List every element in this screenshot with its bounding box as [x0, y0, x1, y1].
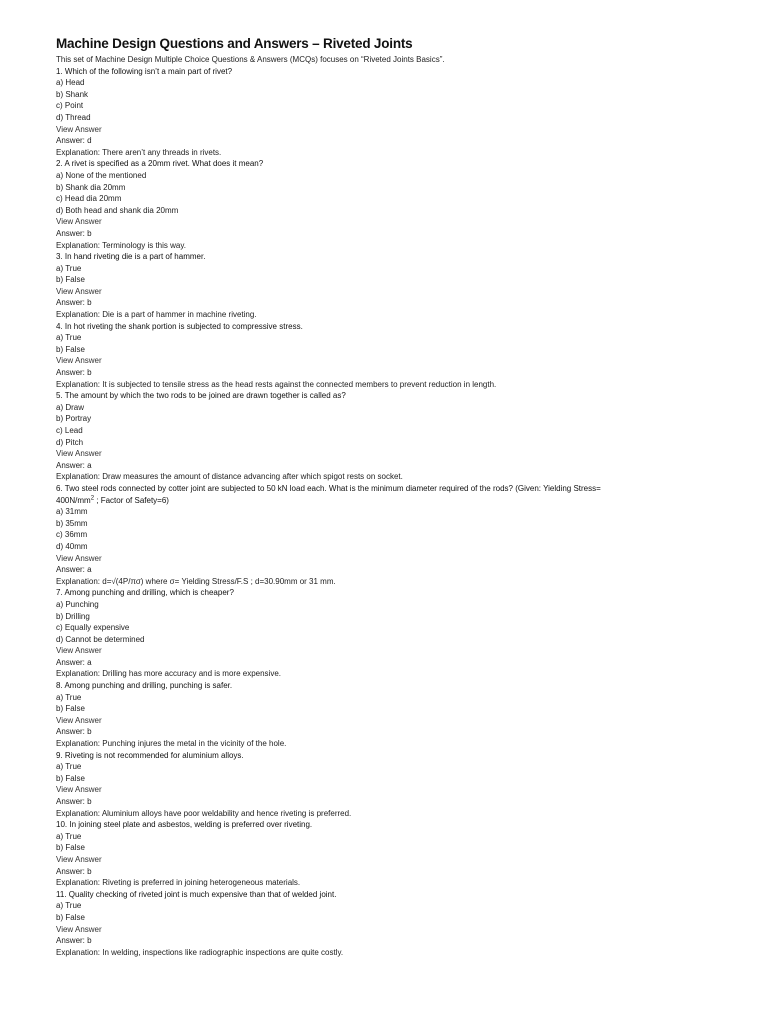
- question-text-line-1: 6. Two steel rods connected by cotter joint are subjected to 50 kN load each. What is the minimum diameter required of the rods? (Given: Yielding Stress=: [56, 483, 601, 493]
- option: d) 40mm: [56, 541, 88, 551]
- question-block-3: [56, 251, 716, 321]
- question-text: 7. Among punching and drilling, which is cheaper?: [56, 588, 234, 598]
- question-text-line-2: [56, 495, 716, 507]
- question-block-7: [56, 587, 716, 680]
- question-block-1: [56, 66, 716, 159]
- answer-text: Answer: d: [56, 136, 92, 146]
- question-text: 3. In hand riveting die is a part of hammer.: [56, 252, 206, 262]
- option: b) Portray: [56, 414, 92, 424]
- answer-text: Answer: a: [56, 657, 92, 667]
- option: b) Shank dia 20mm: [56, 182, 126, 192]
- intro-text: This set of Machine Design Multiple Choice Questions & Answers (MCQs) focuses on “Riveted Joints Basics”.: [56, 55, 445, 64]
- view-answer-link[interactable]: View Answer: [56, 217, 102, 227]
- option: a) Head: [56, 78, 85, 88]
- question-block-10: [56, 819, 716, 889]
- question-text: 4. In hot riveting the shank portion is subjected to compressive stress.: [56, 321, 303, 331]
- explanation-text: Explanation: Drilling has more accuracy and is more expensive.: [56, 669, 281, 679]
- view-answer-link[interactable]: View Answer: [56, 553, 102, 563]
- question-text: 11. Quality checking of riveted joint is much expensive than that of welded joint.: [56, 889, 337, 899]
- answer-text: Answer: b: [56, 866, 92, 876]
- option: a) None of the mentioned: [56, 170, 147, 180]
- option: b) False: [56, 912, 85, 922]
- explanation-text: Explanation: Terminology is this way.: [56, 240, 186, 250]
- option: a) True: [56, 263, 82, 273]
- question-text: 2. A rivet is specified as a 20mm rivet. What does it mean?: [56, 159, 264, 169]
- explanation-text: Explanation: There aren’t any threads in rivets.: [56, 147, 222, 157]
- option: b) False: [56, 773, 85, 783]
- explanation-text: Explanation: In welding, inspections like radiographic inspections are quite costly.: [56, 947, 344, 957]
- question-block-5: [56, 390, 716, 483]
- question-text: 9. Riveting is not recommended for aluminium alloys.: [56, 750, 244, 760]
- answer-text: Answer: b: [56, 797, 92, 806]
- view-answer-link[interactable]: View Answer: [56, 854, 102, 864]
- answer-text: Answer: b: [56, 368, 92, 378]
- option: b) False: [56, 704, 85, 714]
- question-block-8: [56, 680, 716, 750]
- view-answer-link[interactable]: View Answer: [56, 646, 102, 656]
- explanation-text: Explanation: Punching injures the metal in the vicinity of the hole.: [56, 739, 287, 749]
- option: c) Point: [56, 101, 84, 111]
- view-answer-link[interactable]: View Answer: [56, 124, 102, 134]
- view-answer-link[interactable]: View Answer: [56, 356, 102, 366]
- question-text: 8. Among punching and drilling, punching is safer.: [56, 681, 233, 691]
- answer-text: Answer: b: [56, 298, 92, 308]
- question-block-9: [56, 750, 716, 820]
- superscript: 2: [90, 494, 95, 501]
- question-text: 5. The amount by which the two rods to be joined are drawn together is called as?: [56, 391, 346, 401]
- question-block-2: [56, 158, 716, 251]
- question-text: 1. Which of the following isn’t a main part of rivet?: [56, 66, 233, 76]
- page-title: Machine Design Questions and Answers – Riveted Joints: [56, 36, 413, 51]
- view-answer-link[interactable]: View Answer: [56, 785, 102, 795]
- option: b) Shank: [56, 89, 89, 99]
- option: a) True: [56, 901, 82, 911]
- option: c) Lead: [56, 426, 83, 435]
- view-answer-link[interactable]: View Answer: [56, 715, 102, 725]
- question-block-11: [56, 889, 716, 959]
- answer-text: Answer: b: [56, 228, 92, 238]
- explanation-text: Explanation: d=√(4P/πσ) where σ= Yielding Stress/F.S ; d=30.90mm or 31 mm.: [56, 576, 336, 586]
- option: a) True: [56, 333, 82, 343]
- answer-text: Answer: a: [56, 565, 92, 575]
- option: b) 35mm: [56, 518, 88, 528]
- question-text-part: ; Factor of Safety=6): [94, 495, 169, 505]
- explanation-text: Explanation: Riveting is preferred in joining heterogeneous materials.: [56, 878, 301, 888]
- question-block-6: [56, 483, 716, 587]
- option: a) True: [56, 831, 82, 841]
- option: d) Cannot be determined: [56, 634, 145, 644]
- option: a) True: [56, 692, 82, 702]
- option: c) 36mm: [56, 530, 88, 540]
- option: b) Drilling: [56, 611, 90, 621]
- document-page: [56, 36, 716, 958]
- option: c) Equally expensive: [56, 623, 130, 633]
- option: b) False: [56, 344, 85, 354]
- option: d) Both head and shank dia 20mm: [56, 205, 179, 215]
- view-answer-link[interactable]: View Answer: [56, 449, 102, 459]
- explanation-text: Explanation: It is subjected to tensile stress as the head rests against the connected members to prevent reduction in length.: [56, 379, 497, 389]
- explanation-text: Explanation: Die is a part of hammer in machine riveting.: [56, 310, 257, 320]
- option: c) Head dia 20mm: [56, 194, 122, 204]
- option: b) False: [56, 843, 85, 853]
- answer-text: Answer: b: [56, 936, 92, 946]
- option: a) 31mm: [56, 507, 88, 517]
- option: d) Pitch: [56, 437, 84, 447]
- option: b) False: [56, 275, 85, 285]
- answer-text: Answer: b: [56, 727, 92, 737]
- view-answer-link[interactable]: View Answer: [56, 286, 102, 296]
- option: a) True: [56, 762, 82, 772]
- option: a) Draw: [56, 402, 85, 412]
- view-answer-link[interactable]: View Answer: [56, 924, 102, 934]
- question-block-4: [56, 321, 716, 391]
- answer-text: Answer: a: [56, 460, 92, 470]
- explanation-text: Explanation: Aluminium alloys have poor weldability and hence riveting is preferred.: [56, 808, 352, 818]
- option: a) Punching: [56, 599, 99, 609]
- explanation-text: Explanation: Draw measures the amount of distance advancing after which spigot rests on socket.: [56, 472, 403, 482]
- option: d) Thread: [56, 112, 91, 122]
- question-text: 10. In joining steel plate and asbestos, welding is preferred over riveting.: [56, 820, 313, 830]
- question-text-part: 400N/mm: [56, 495, 91, 505]
